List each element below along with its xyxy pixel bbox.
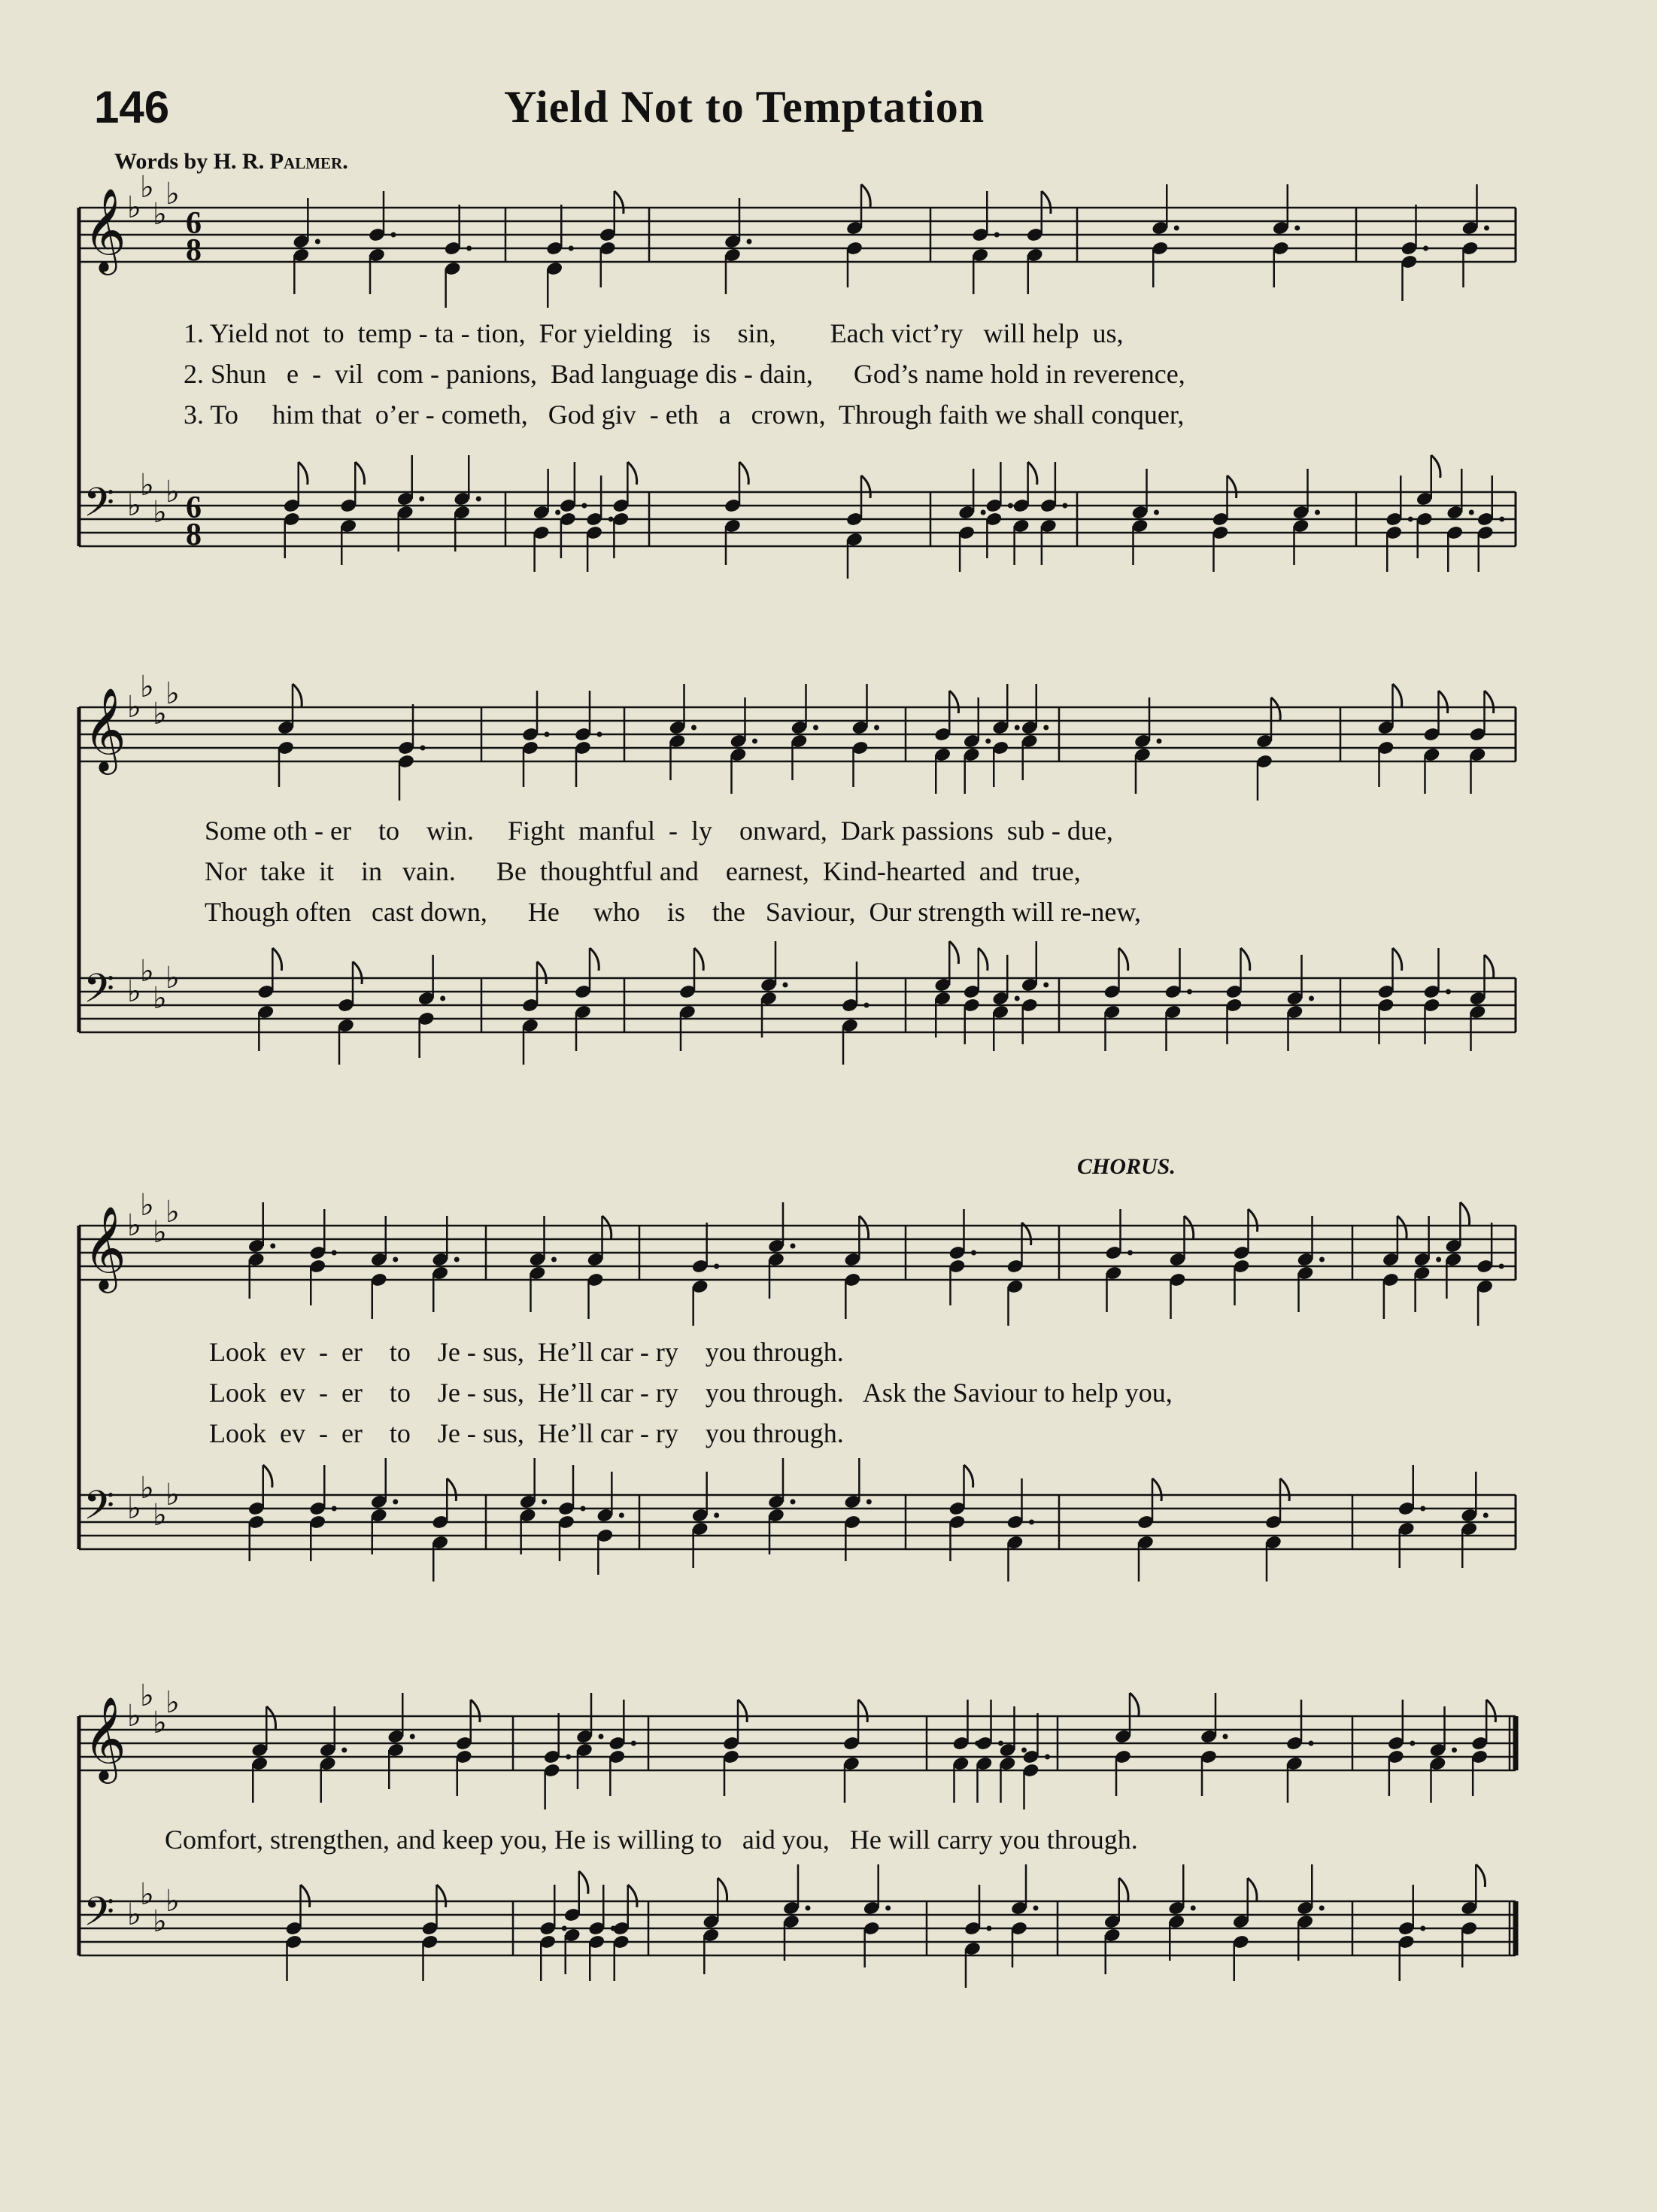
dot	[1484, 226, 1489, 231]
note-flag	[602, 1216, 612, 1238]
dot	[1127, 1250, 1133, 1256]
dot	[1154, 510, 1159, 515]
note-flag	[738, 1700, 747, 1722]
dot	[581, 1506, 586, 1512]
dot	[599, 1734, 604, 1740]
note-flag	[471, 1700, 480, 1722]
note-flag	[1241, 948, 1250, 971]
hymn-title: Yield Not to Temptation	[504, 82, 985, 132]
dot	[393, 1257, 398, 1262]
treble-clef: 𝄞	[83, 1205, 126, 1290]
flat-sign: ♭	[153, 1215, 167, 1250]
flat-sign: ♭	[153, 495, 167, 530]
note-flag	[949, 691, 958, 713]
dot	[1436, 1257, 1441, 1262]
lyric-line: Look ev - er to Je - sus, He’ll car - ry you through.	[209, 1337, 844, 1367]
dot	[813, 725, 818, 731]
flat-sign: ♭	[127, 1898, 141, 1932]
note-flag	[1028, 462, 1037, 485]
dot	[562, 1926, 567, 1931]
dot	[981, 510, 986, 515]
dot	[747, 239, 752, 245]
dot	[691, 725, 696, 731]
dot	[1319, 1906, 1325, 1911]
bass-staff	[79, 954, 1516, 1032]
dot	[752, 739, 757, 744]
time-signature: 6	[186, 491, 202, 525]
note-flag	[964, 1465, 973, 1487]
flat-sign: ♭	[165, 177, 180, 211]
bass-clef: 𝄢	[83, 1889, 115, 1945]
dot	[791, 1499, 796, 1505]
dot	[466, 246, 472, 251]
note-flag	[1460, 1202, 1469, 1225]
flat-sign: ♭	[153, 1498, 167, 1533]
dot	[1043, 983, 1049, 988]
dot	[1309, 996, 1314, 1001]
dot	[315, 239, 320, 245]
treble-clef: 𝄞	[83, 687, 126, 771]
lyric-line: 3. To him that o’er - cometh, God giv - eth a crown, Through faith we shall conquer,	[184, 400, 1185, 430]
note-flag	[858, 1700, 867, 1722]
dot	[581, 503, 587, 509]
flat-sign: ♭	[140, 468, 154, 503]
dot	[1420, 1926, 1425, 1931]
note-flag	[590, 948, 599, 971]
dot	[1062, 503, 1067, 509]
bass-clef: 𝄢	[83, 480, 115, 536]
dot	[270, 1244, 275, 1249]
dot	[1045, 1755, 1050, 1760]
author-name: H. R. Palmer.	[213, 149, 348, 174]
treble-clef: 𝄞	[83, 187, 126, 272]
note-flag	[1228, 476, 1237, 498]
flat-sign: ♭	[127, 1699, 141, 1733]
note-flag	[694, 948, 703, 971]
dot	[1446, 989, 1451, 995]
note-flag	[1271, 697, 1280, 720]
flat-sign: ♭	[127, 1208, 141, 1243]
dot	[631, 1741, 636, 1746]
dot	[440, 996, 445, 1001]
dot	[551, 1257, 557, 1262]
dot	[419, 497, 424, 502]
dot	[1033, 1906, 1039, 1911]
dot	[1410, 1741, 1415, 1746]
lyric-line: 1. Yield not to temp - ta - tion, For yielding is sin, Each vict’ry will help us,	[184, 318, 1124, 348]
dot	[714, 1264, 719, 1269]
flat-sign: ♭	[127, 190, 141, 225]
dot	[410, 1734, 415, 1740]
dot	[866, 1499, 872, 1505]
note-flag	[1042, 191, 1051, 214]
flat-sign: ♭	[165, 1478, 180, 1512]
dot	[569, 246, 574, 251]
dot	[994, 232, 1000, 238]
page-number: 146	[94, 82, 170, 132]
flat-sign: ♭	[165, 1884, 180, 1919]
dot	[864, 1003, 869, 1008]
flat-sign: ♭	[140, 1471, 154, 1506]
dot	[985, 739, 991, 744]
flat-sign: ♭	[153, 697, 167, 731]
note-flag	[1119, 1878, 1128, 1901]
dot	[1223, 1734, 1228, 1740]
flat-sign: ♭	[153, 1904, 167, 1939]
dot	[1008, 503, 1013, 509]
dot	[987, 1926, 992, 1931]
dot	[555, 510, 560, 515]
note-flag	[949, 941, 958, 964]
lyric-line: Comfort, strengthen, and keep you, He is willing to aid you, He will carry you through.	[165, 1825, 1138, 1855]
flat-sign: ♭	[127, 1491, 141, 1526]
time-signature: 6	[186, 206, 202, 241]
note-flag	[1280, 1478, 1289, 1501]
dot	[1452, 1748, 1457, 1753]
dot	[1294, 226, 1300, 231]
dot	[1174, 226, 1179, 231]
dot	[332, 1506, 337, 1512]
note-flag	[1476, 1864, 1485, 1887]
note-flag	[1248, 1878, 1257, 1901]
dot	[341, 1748, 347, 1753]
dot	[1191, 1906, 1196, 1911]
flat-sign: ♭	[140, 1877, 154, 1912]
dot	[1420, 1506, 1425, 1512]
bass-staff	[79, 1471, 1516, 1549]
note-flag	[1485, 955, 1494, 977]
note-flag	[628, 1885, 637, 1907]
dot	[1315, 510, 1320, 515]
flat-sign: ♭	[165, 961, 180, 995]
dot	[971, 1250, 976, 1256]
note-flag	[1249, 1209, 1258, 1232]
note-flag	[437, 1885, 446, 1907]
dot	[1309, 1741, 1314, 1746]
note-flag	[272, 948, 281, 971]
time-signature: 8	[186, 233, 202, 268]
lyric-line: Some oth - er to win. Fight manful - ly onward, Dark passions sub - due,	[205, 816, 1113, 846]
note-flag	[1393, 684, 1402, 706]
note-flag	[299, 462, 308, 485]
dot	[998, 1741, 1003, 1746]
note-flag	[1393, 948, 1402, 971]
dot	[1319, 1257, 1325, 1262]
note-flag	[718, 1878, 727, 1901]
dot	[783, 983, 788, 988]
note-flag	[579, 1871, 588, 1894]
treble-clef: 𝄞	[83, 1696, 126, 1780]
dot	[1469, 510, 1474, 515]
note-flag	[1485, 691, 1494, 713]
note-flag	[861, 184, 870, 207]
dot	[391, 232, 396, 238]
dot	[874, 725, 879, 731]
lyric-line: 2. Shun e - vil com - panions, Bad language dis - dain, God’s name hold in reverence,	[184, 359, 1185, 389]
flat-sign: ♭	[127, 488, 141, 523]
dot	[454, 1257, 460, 1262]
flat-sign: ♭	[153, 1706, 167, 1740]
dot	[806, 1906, 811, 1911]
lyric-line: Though often cast down, He who is the Saviour, Our strength will re-new,	[205, 897, 1142, 927]
treble-staff	[79, 1679, 1516, 1784]
note-flag	[447, 1478, 456, 1501]
lyric-line: Nor take it in vain. Be thoughtful and earnest, Kind-hearted and true,	[205, 856, 1081, 886]
note-flag	[861, 476, 870, 498]
dot	[1187, 989, 1192, 995]
note-flag	[293, 684, 302, 706]
note-flag	[1431, 455, 1440, 478]
dot	[542, 1499, 547, 1505]
dot	[1423, 246, 1428, 251]
dot	[1021, 1748, 1027, 1753]
dot	[566, 1755, 571, 1760]
dot	[1483, 1513, 1489, 1518]
note-flag	[615, 191, 624, 214]
note-flag	[739, 462, 748, 485]
dot	[597, 732, 602, 737]
flat-sign: ♭	[140, 954, 154, 989]
dot	[1157, 739, 1162, 744]
note-flag	[1130, 1693, 1139, 1715]
dot	[545, 732, 550, 737]
dot	[1408, 517, 1413, 522]
bass-clef: 𝄢	[83, 966, 115, 1022]
note-flag	[355, 462, 364, 485]
note-flag	[301, 1885, 310, 1907]
note-flag	[266, 1706, 275, 1729]
flat-sign: ♭	[127, 690, 141, 725]
dot	[885, 1906, 891, 1911]
note-flag	[353, 962, 362, 984]
note-flag	[537, 962, 546, 984]
lyric-line: Look ev - er to Je - sus, He’ll car - ry you through.	[209, 1418, 844, 1448]
flat-sign: ♭	[153, 197, 167, 232]
note-flag	[1439, 691, 1448, 713]
note-flag	[979, 948, 988, 971]
credit-prefix: Words by	[114, 149, 208, 174]
flat-sign: ♭	[165, 1685, 180, 1720]
dot	[1499, 1264, 1504, 1269]
note-flag	[627, 462, 636, 485]
dot	[1015, 996, 1020, 1001]
dot	[1029, 1520, 1034, 1525]
dot	[791, 1244, 796, 1249]
dot	[608, 517, 614, 522]
note-flag	[263, 1465, 272, 1487]
bass-clef: 𝄢	[83, 1483, 115, 1539]
flat-sign: ♭	[140, 670, 154, 704]
lyric-line: Look ev - er to Je - sus, He’ll car - ry you through. Ask the Saviour to help you,	[209, 1378, 1173, 1408]
flat-sign: ♭	[153, 981, 167, 1016]
flat-sign: ♭	[140, 170, 154, 205]
note-flag	[1152, 1478, 1161, 1501]
dot	[332, 1250, 337, 1256]
flat-sign: ♭	[165, 1195, 180, 1229]
chorus-label: CHORUS.	[1077, 1154, 1176, 1179]
flat-sign: ♭	[140, 1679, 154, 1713]
dot	[1043, 725, 1049, 731]
flat-sign: ♭	[165, 475, 180, 509]
dot	[476, 497, 481, 502]
dot	[714, 1513, 719, 1518]
flat-sign: ♭	[127, 974, 141, 1009]
dot	[420, 746, 426, 751]
time-signature: 8	[186, 518, 202, 552]
note-flag	[1398, 1216, 1407, 1238]
note-flag	[1185, 1216, 1194, 1238]
flat-sign: ♭	[165, 676, 180, 711]
dot	[1499, 517, 1504, 522]
dot	[1015, 725, 1020, 731]
note-flag	[859, 1216, 868, 1238]
dot	[393, 1499, 398, 1505]
note-flag	[1119, 948, 1128, 971]
dot	[619, 1513, 624, 1518]
note-flag	[1486, 1700, 1495, 1722]
flat-sign: ♭	[140, 1188, 154, 1223]
